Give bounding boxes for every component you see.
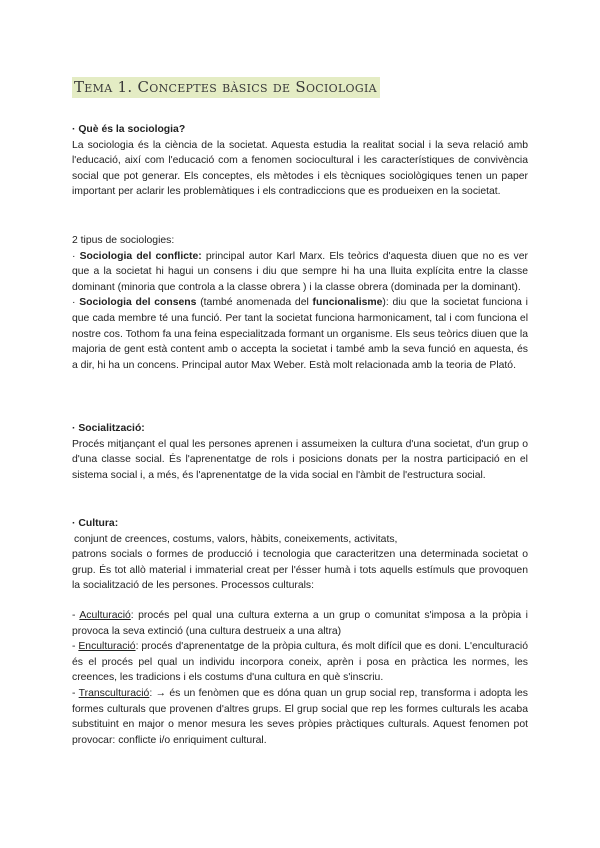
acculturation-paragraph: - Aculturació: procés pel qual una cultura externa a un grup o comunitat s'imposa a la pròpia i provoca la seva extinció (una cultura destrueix a una altra) [72, 609, 528, 637]
section-what-is-sociology [72, 122, 528, 200]
transculturation-paragraph: - Transculturació: → és un fenòmen que es dóna quan un grup social rep, transforma i adopta les formes culturals que provenen d'altres grups. El grup social que rep les formes culturals les acaba substituint en major o menor mesura les seves pròpies pràctiques culturals. Aquest fenomen pot provocar: conflicte i/o enriquiment cultural. [72, 687, 528, 746]
section-socialization [72, 421, 528, 483]
acculturation-label: Aculturació [79, 609, 131, 621]
types-intro: 2 tipus de sociologies: [72, 235, 175, 246]
conflict-label: Sociologia del conflicte: [79, 250, 202, 262]
section-body: La sociologia és la ciència de la societat. Aquesta estudia la realitat social i la seva relació amb l'educació, així com l'educació com a fenomen sociocultural i les característiques de convivència social que pot generar. Els conceptes, els mètodes i els tècniques sociològiques tenen un paper important per aclarir les problemàtiques i els contradiccions que es produeixen en la societat. [72, 139, 528, 198]
enculturation-text: : procés d'aprenentatge de la pròpia cultura, és molt difícil que es doni. L'enculturació és el procés pel qual un individu incorpora coneix, aprèn i posa en pràctica les normes, les creences, les tradicions i els costums d'una cultura en què s'inscriu. [72, 641, 528, 684]
section-culture [72, 516, 528, 748]
title-wrapper [72, 77, 380, 98]
consens-text: ): diu que la societat funciona i que cada membre té una funció. Per tant la societat funciona harmonicament, tal i com funciona el nostre cos. Tothom fa una feina especialitzada formant un organisme. Els seus teòrics diuen que la majoria de gent està content amb o accepta la societat i també amb la seva funció en aquesta, és a dir, hi ha un concens. Principal autor Max Weber. Està molt relacionada amb la teoria de Plató. [72, 297, 528, 371]
page-title: Tema 1. Conceptes bàsics de Sociologia [72, 77, 380, 98]
section-sociology-types [72, 233, 528, 373]
transculturation-label: Transculturació [78, 687, 150, 699]
culture-body: patrons socials o formes de producció i tecnologia que caracteritzen una determinada societat o grup. És tot allò material i immaterial creat per l'ésser humà i tots aquells estímuls que provoquen la socialització de les persones. Processos culturals: [72, 549, 528, 592]
enculturation-label: Enculturació [78, 641, 136, 653]
culture-line1: conjunt de creences, costums, valors, hàbits, coneixements, activitats, [74, 533, 398, 545]
section-heading: · Cultura: [72, 518, 119, 529]
section-heading: · Què és la sociologia? [72, 124, 186, 135]
conflict-paragraph: · Sociologia del conflicte: principal autor Karl Marx. Els teòrics d'aquesta diuen que no es ver que a la societat hi hagui un consens i diu que sempre hi ha una lluita explícita entre la classe dominant (minoria que controla a la classe obrera ) i la classe obrera (dominada per la dominant). [72, 250, 528, 293]
transculturation-text: : → és un fenòmen que es dóna quan un grup social rep, transforma i adopta les formes culturals que provenen d'altres grups. El grup social que rep les formes culturals les acaba substituint en major o menor mesura les seves pròpies pràctiques culturals. Aquest fenomen pot provocar: conflicte i/o enriquiment cultural. [72, 687, 528, 746]
functionalism-label: funcionalisme [312, 297, 383, 309]
section-body: Procés mitjançant el qual les persones aprenen i assumeixen la cultura d'una societat, d'un grup o d'una classe social. És l'aprenentatge de rols i posicions donats per la nostra participació en el sistema social i, a més, és l'aprenentatge de la vida social en l'àmbit de l'estructura social. [72, 438, 528, 481]
conflict-text: principal autor Karl Marx. Els teòrics d'aquesta diuen que no es ver que a la societat hi hagui un consens i diu que sempre hi ha una lluita explícita entre la classe dominant (minoria que controla a la classe obrera ) i la classe obrera (dominada per la dominant). [72, 250, 528, 293]
section-heading: · Socialització: [72, 423, 145, 434]
enculturation-paragraph: - Enculturació: procés d'aprenentatge de la pròpia cultura, és molt difícil que es doni. L'enculturació és el procés pel qual un individu incorpora coneix, aprèn i posa en pràctica les normes, les creences, les tradicions i els costums d'una cultura en què s'inscriu. [72, 641, 528, 684]
consens-paren: (també anomenada del [196, 297, 313, 309]
consens-label: Sociologia del consens [79, 297, 197, 309]
consens-paragraph: · Sociologia del consens (també anomenada del funcionalisme): diu que la societat funciona i que cada membre té una funció. Per tant la societat funciona harmonicament, tal i com funciona el nostre cos. Tothom fa una feina especialitzada formant un organisme. Els seus teòrics diuen que la majoria de gent està content amb o accepta la societat i també amb la seva funció en aquesta, és a dir, hi ha un concens. Principal autor Max Weber. Està molt relacionada amb la teoria de Plató. [72, 297, 528, 371]
acculturation-text: : procés pel qual una cultura externa a un grup o comunitat s'imposa a la pròpia i provoca la seva extinció (una cultura destrueix a una altra) [72, 609, 528, 637]
